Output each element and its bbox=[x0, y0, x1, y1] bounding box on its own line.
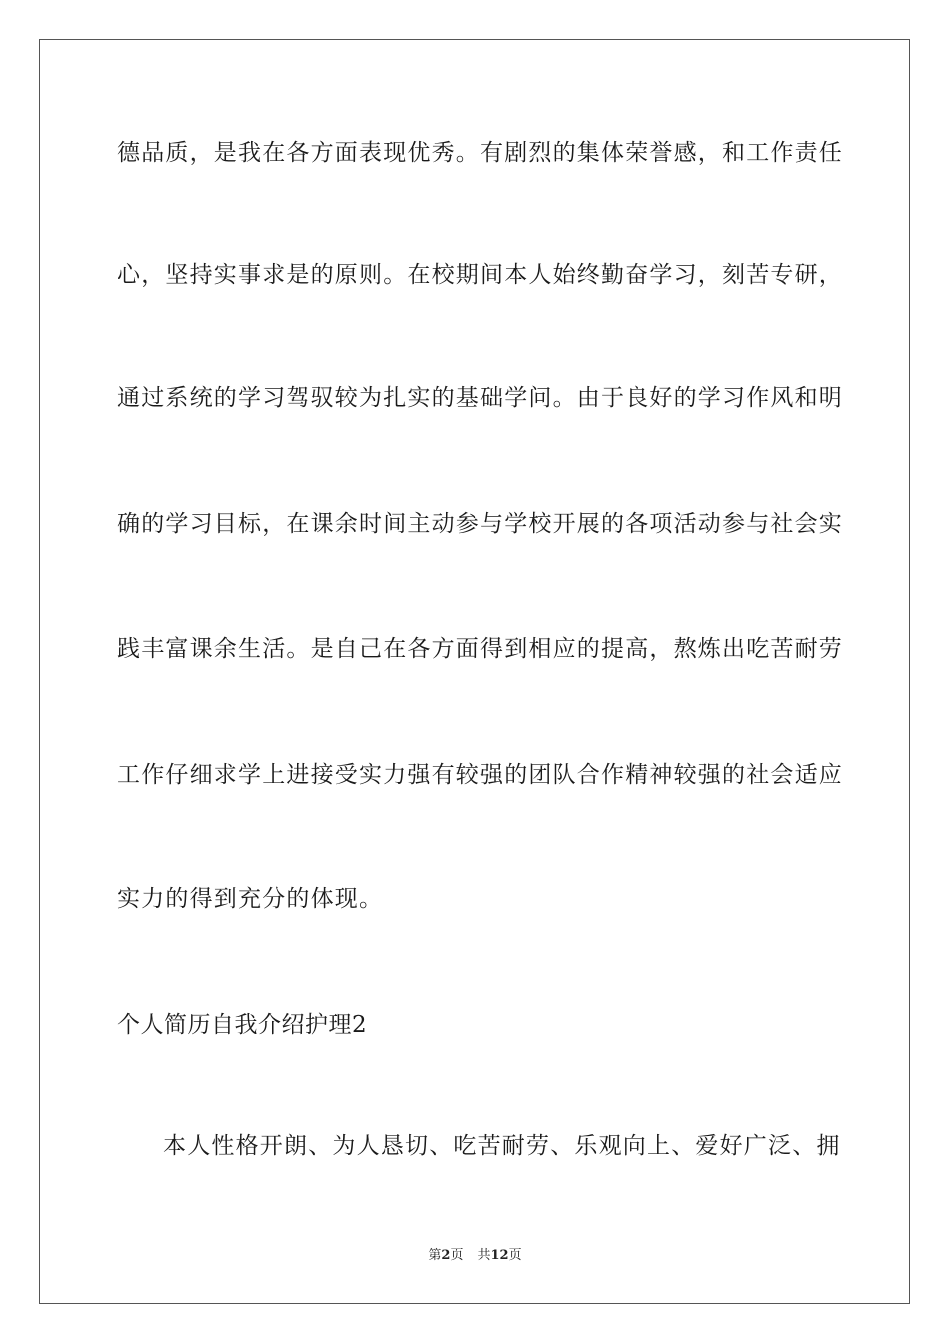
body-text-line-2: 心，坚持实事求是的原则。在校期间本人始终勤奋学习，刻苦专研， bbox=[117, 262, 843, 288]
body-text-line-4: 确的学习目标，在课余时间主动参与学校开展的各项活动参与社会实 bbox=[117, 511, 843, 537]
page-border bbox=[39, 39, 910, 1304]
body-text-line-5: 践丰富课余生活。是自己在各方面得到相应的提高，熬炼出吃苦耐劳 bbox=[117, 636, 843, 662]
page-footer bbox=[0, 1248, 950, 1264]
paragraph-2-first-line: 本人性格开朗、为人恳切、吃苦耐劳、乐观向上、爱好广泛、拥 bbox=[163, 1133, 841, 1159]
total-pages: 12 bbox=[490, 1248, 509, 1263]
body-text-line-1: 德品质，是我在各方面表现优秀。有剧烈的集体荣誉感，和工作责任 bbox=[117, 140, 843, 166]
body-text-line-7: 实力的得到充分的体现。 bbox=[117, 886, 384, 912]
page-prefix: 第 bbox=[428, 1248, 442, 1263]
section-heading: 个人简历自我介绍护理2 bbox=[117, 1012, 368, 1038]
total-prefix: 共 bbox=[477, 1248, 491, 1263]
total-suffix: 页 bbox=[508, 1248, 522, 1263]
page-suffix: 页 bbox=[450, 1248, 464, 1263]
body-text-line-3: 通过系统的学习驾驭较为扎实的基础学问。由于良好的学习作风和明 bbox=[117, 385, 843, 411]
page-number: 2 bbox=[441, 1248, 451, 1263]
body-text-line-6: 工作仔细求学上进接受实力强有较强的团队合作精神较强的社会适应 bbox=[117, 762, 843, 788]
